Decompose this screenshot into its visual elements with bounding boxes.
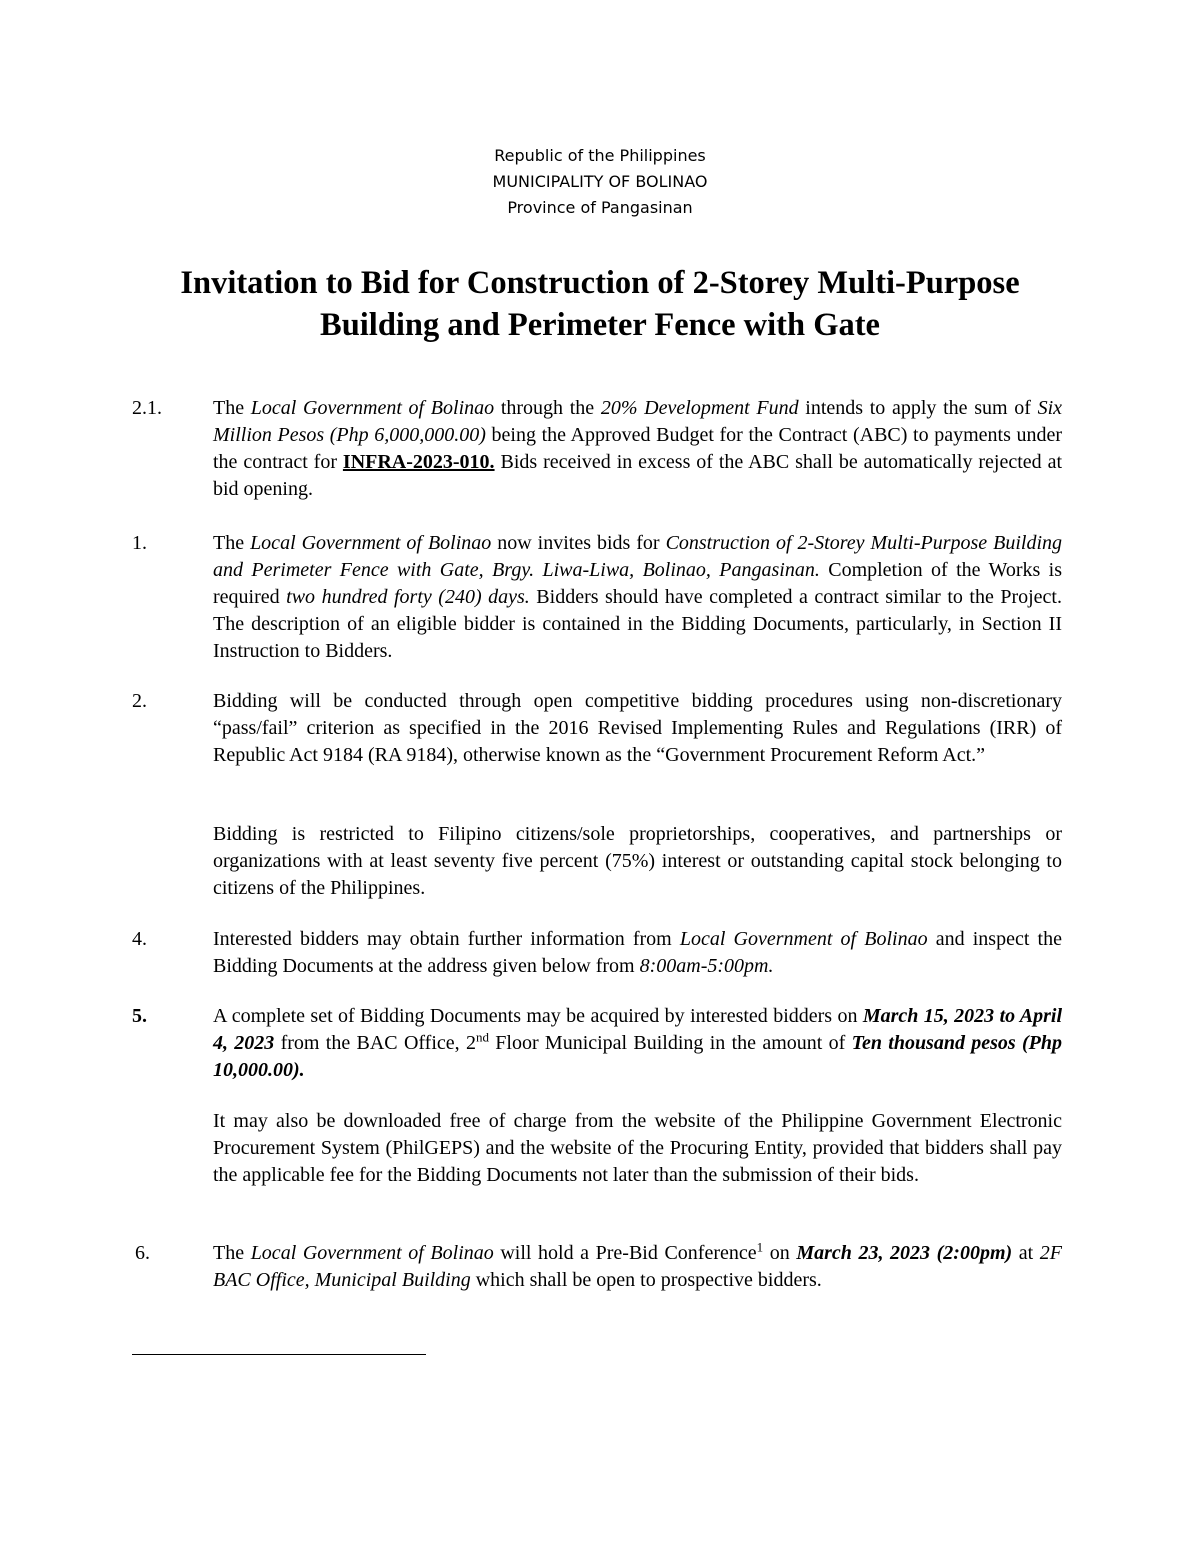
clause-body: Bidding will be conducted through open competitive bidding procedures using non-discretionary “pass/fail” criterion as specified in the 2016 Revised Implementing Rules and Regulations (IRR) of Republic Act 9184 (RA 9184), otherwise known as the “Government Procurement Reform Act.” [213,690,1062,766]
document-title [60,262,1140,346]
clause-body: The Local Government of Bolinao will hold a Pre-Bid Conference$^1$ on March 23, 2023 (2:00pm) at 2F BAC Office, Municipal Building which shall be open to prospective bidders. [213,1239,1063,1291]
footnote-separator [132,1354,426,1355]
entity-name: Local Government of Bolinao [250,1242,494,1264]
document-fee: Ten thousand pesos (Php 10,000.00). [213,1032,1063,1081]
completion-period: two hundred forty (240) days. [286,586,530,608]
clause-number: 2.1. [132,397,162,419]
project-name: Construction of 2-Storey Multi-Purpose Building and Perimeter Fence with Gate, Brgy. Liwa-Liwa, Bolinao, Pangasinan. [213,532,1062,581]
clause-body: Interested bidders may obtain further information from Local Government of Bolinao and inspect the Bidding Documents at the address given below from 8:00am-5:00pm. [213,928,1062,977]
clause-body: The Local Government of Bolinao through the 20% Development Fund intends to apply the sum of Six Million Pesos (Php 6,000,000.00) being the Approved Budget for the Contract (ABC) to payments under the contract for INFRA-2023-010. Bids received in excess of the ABC shall be automatically rejected at bid opening. [213,397,1063,500]
clause-number: 6. [135,1242,150,1264]
contract-reference: INFRA-2023-010. [342,451,495,473]
clause-5-download: It may also be downloaded free of charge from the website of the Philippine Government Electronic Procurement System (PhilGEPS) and the website of the Procuring Entity, provided that bidders shall pay the applicable fee for the Bidding Documents not later than the submission of their bids. [213,1110,1062,1186]
header-municipality: MUNICIPALITY OF BOLINAO [492,172,708,191]
office-hours: 8:00am-5:00pm. [639,955,774,977]
fund-source: 20% Development Fund [600,397,799,419]
clause-6 [132,1240,1062,1294]
pre-bid-venue: 2F BAC Office, Municipal Building [213,1242,1063,1291]
clause-4 [132,926,1062,980]
clause-body: A complete set of Bidding Documents may be acquired by interested bidders on March 15, 2023 to April 4, 2023 from the BAC Office, 2nd Floor Municipal Building in the amount of Ten thousand pesos (Php 10,000.00). [213,1005,1063,1081]
clause-1 [132,530,1062,665]
pre-bid-date: March 23, 2023 (2:00pm) [796,1242,1013,1264]
header-province: Province of Pangasinan [507,198,693,217]
clause-number: 4. [132,928,147,950]
clause-number: 2. [132,690,147,712]
entity-name: Local Government of Bolinao [679,928,928,950]
title-line-1: Invitation to Bid for Construction of 2-Storey Multi-Purpose [180,265,1020,301]
document-availability-dates: March 15, 2023 to April 4, 2023 [213,1005,1062,1054]
document-header [0,143,1200,221]
clause-number: 5. [132,1005,147,1027]
title-line-2: Building and Perimeter Fence with Gate [320,307,880,343]
entity-name: Local Government of Bolinao [250,532,492,554]
clause-2-1 [132,395,1062,503]
clause-2-eligibility: Bidding is restricted to Filipino citizens/sole proprietorships, cooperatives, and partnerships or organizations with at least seventy five percent (75%) interest or outstanding capital stock belonging to citizens of the Philippines. [213,823,1062,899]
header-country: Republic of the Philippines [494,146,706,165]
budget-amount: Six Million Pesos (Php 6,000,000.00) [213,397,1062,446]
clause-5 [132,1003,1062,1084]
clause-2 [132,688,1062,769]
clause-number: 1. [132,532,147,554]
entity-name: Local Government of Bolinao [250,397,495,419]
clause-body: The Local Government of Bolinao now invites bids for Construction of 2-Storey Multi-Purpose Building and Perimeter Fence with Gate, Brgy. Liwa-Liwa, Bolinao, Pangasinan. Completion of the Works is required two hundred forty (240) days. Bidders should have completed a contract similar to the Project. The description of an eligible bidder is contained in the Bidding Documents, particularly, in Section II Instruction to Bidders. [213,532,1063,662]
